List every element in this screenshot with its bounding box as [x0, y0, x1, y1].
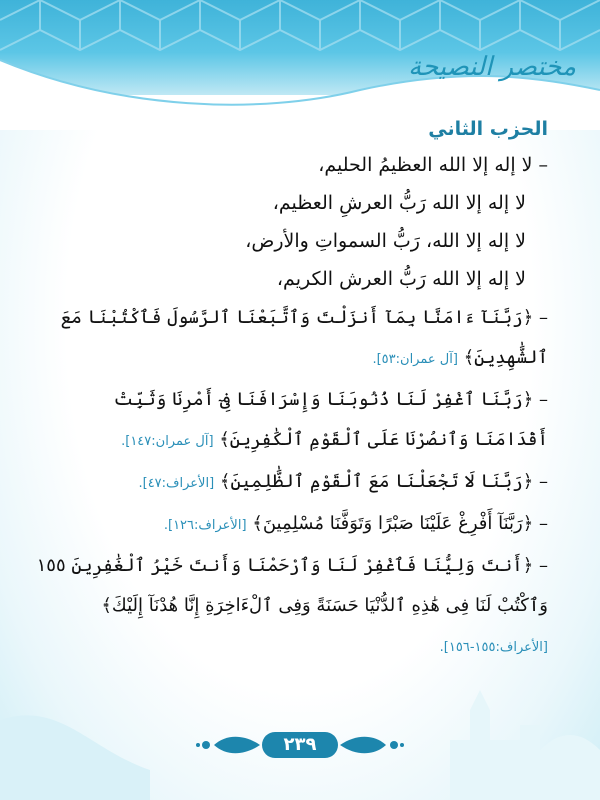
page-number: ٢٣٩: [262, 732, 338, 758]
verse-text: – ﴿رَبَّنَآ ءَامَنَّا بِمَآ أَنزَلْتَ وَٱتَّبَعْنَا ٱلرَّسُولَ فَٱكْتُبْنَا مَعَ ٱلشَّٰهِدِينَ﴾: [60, 307, 548, 368]
line-text: لا إله إلا الله، رَبُّ السمواتِ والأرض،: [245, 230, 526, 252]
verse-block: [36, 504, 548, 546]
verse-reference: [الأعراف:١٢٦].: [163, 518, 247, 533]
text-line: [36, 146, 548, 184]
verse-block: [36, 462, 548, 504]
verse-reference: [الأعراف:١٥٥-١٥٦].: [439, 640, 548, 655]
line-text: لا إله إلا الله العظيمُ الحليم،: [318, 154, 533, 176]
verse-reference: [آل عمران:٥٣].: [372, 352, 458, 367]
verse-text: – ﴿رَبَّنَا لَا تَجْعَلْنَا مَعَ ٱلْقَوْمِ ٱلظَّٰلِمِينَ﴾: [219, 471, 548, 492]
verse-block: [36, 546, 548, 668]
verse-block: [36, 380, 548, 462]
ornament-right-icon: [340, 734, 404, 756]
book-logo: مختصر النصيحة: [408, 52, 576, 82]
section-title: الحزب الثاني: [428, 118, 548, 140]
line-text: لا إله إلا الله رَبُّ العرشِ العظيم،: [272, 192, 526, 214]
text-line: [36, 222, 548, 260]
line-text: لا إله إلا الله رَبُّ العرش الكريم،: [276, 268, 526, 290]
line-dash: –: [538, 154, 548, 176]
page-content: [36, 118, 548, 668]
text-line: [36, 184, 548, 222]
verse-text: – ﴿أَنتَ وَلِيُّنَا فَٱغْفِرْ لَنَا وَٱرْحَمْنَا وَأَنتَ خَيْرُ ٱلْغَٰفِرِينَ ١٥٥ وَٱكْتُبْ لَنَا فِى هَٰذِهِ ٱلدُّنْيَا حَسَنَةً وَفِى ٱلْءَاخِرَةِ إِنَّا هُدْنَآ إِلَيْكَ﴾: [36, 555, 548, 616]
verse-text: – ﴿رَبَّنَا ٱغْفِرْ لَنَا ذُنُوبَنَا وَإِسْرَافَنَا فِىٓ أَمْرِنَا وَثَبِّتْ أَقْدَامَنَا وَٱنصُرْنَا عَلَى ٱلْقَوْمِ ٱلْكَٰفِرِينَ﴾: [113, 389, 548, 450]
verse-reference: [الأعراف:٤٧].: [138, 476, 215, 491]
verse-reference: [آل عمران:١٤٧].: [121, 434, 214, 449]
ornament-left-icon: [196, 734, 260, 756]
text-line: [36, 260, 548, 298]
verse-text: – ﴿رَبَّنَآ أَفْرِغْ عَلَيْنَا صَبْرًا وَتَوَفَّنَا مُسْلِمِينَ﴾: [252, 513, 548, 534]
verse-block: [36, 298, 548, 380]
